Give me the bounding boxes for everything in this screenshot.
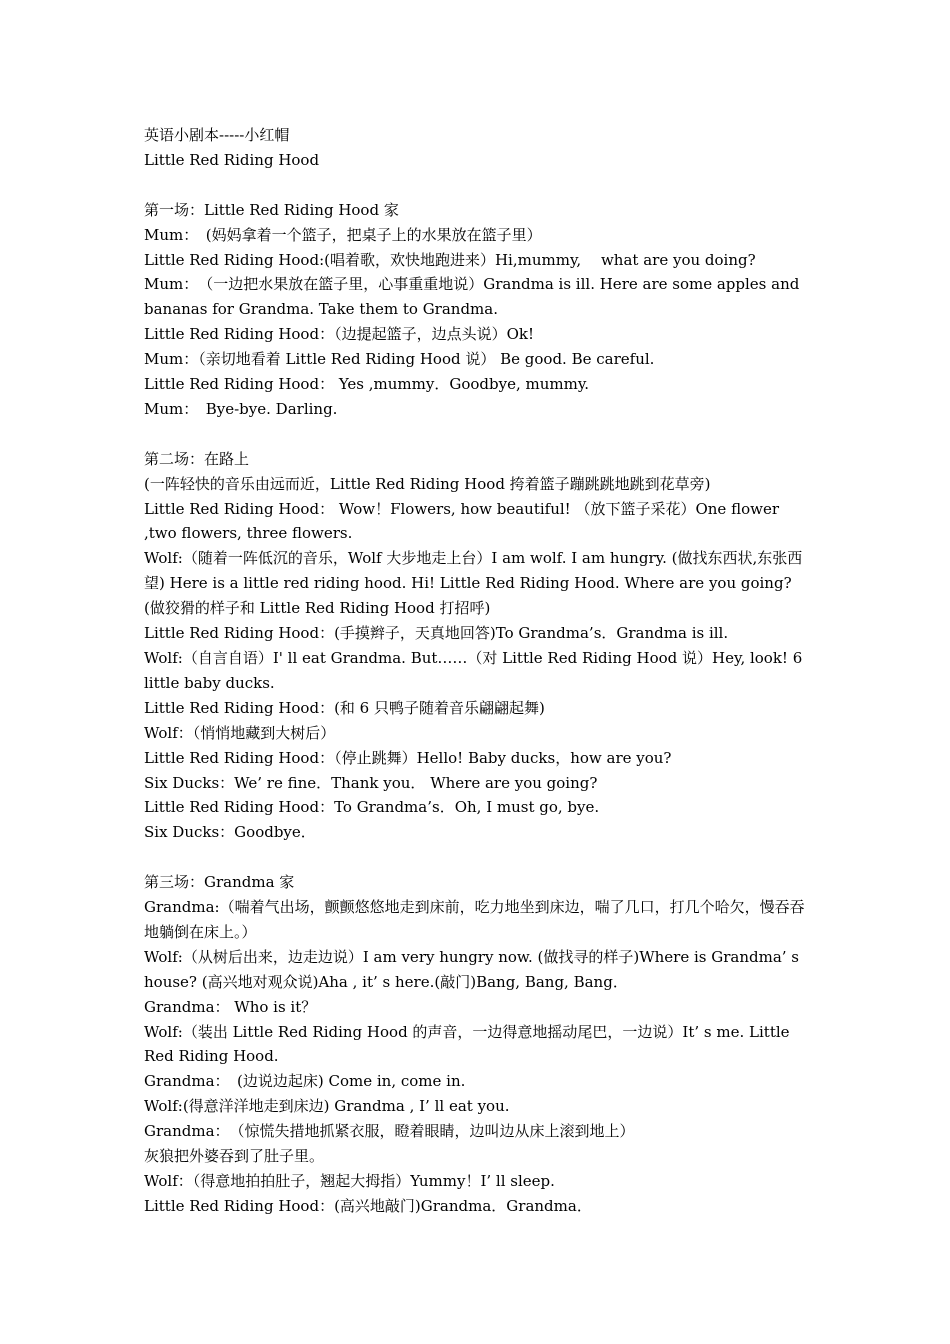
scene1-line: Little Red Riding Hood:(唱着歌，欢快地跑进来）Hi,mummy, what are you doing? bbox=[144, 250, 756, 269]
scene3-line: Wolf:(得意洋洋地走到床边) Grandma , I’ ll eat you. bbox=[144, 1097, 510, 1116]
scene2-line: Little Red Riding Hood：To Grandma’s．Oh, I must go, bye. bbox=[144, 798, 600, 817]
scene2-line: (一阵轻快的音乐由远而近，Little Red Riding Hood 挎着篮子蹦跳跳地跳到花草旁) bbox=[144, 474, 711, 493]
document-page bbox=[144, 123, 808, 1219]
blank-line bbox=[144, 422, 808, 447]
scene1-line: Mum： (妈妈拿着一个篮子，把桌子上的水果放在篮子里） bbox=[144, 225, 542, 244]
scene2-heading: 第二场：在路上 bbox=[144, 449, 250, 468]
scene3-line: Wolf:（装出 Little Red Riding Hood 的声音，一边得意地摇动尾巴，一边说）It’ s me. Little Red Riding Hood. bbox=[144, 1022, 790, 1066]
scene2-line: Little Red Riding Hood：（停止跳舞）Hello! Baby ducks，how are you? bbox=[144, 748, 672, 767]
blank-line bbox=[144, 173, 808, 198]
blank-line bbox=[144, 845, 808, 870]
scene1-line: Mum： Bye-bye. Darling. bbox=[144, 399, 338, 418]
scene1-line: Little Red Riding Hood： Yes ,mummy．Goodbye, mummy. bbox=[144, 375, 590, 394]
scene1-heading: 第一场：Little Red Riding Hood 家 bbox=[144, 200, 399, 219]
scene2-line: Six Ducks：We’ re fine．Thank you． Where are you going? bbox=[144, 773, 598, 792]
scene3-line: Grandma： (边说边起床) Come in, come in. bbox=[144, 1072, 466, 1091]
scene3-line: Wolf：（得意地拍拍肚子，翘起大拇指）Yummy！I’ ll sleep. bbox=[144, 1172, 555, 1191]
scene2-line: Little Red Riding Hood：(手摸辫子，天真地回答)To Grandma’s．Grandma is ill. bbox=[144, 624, 729, 643]
scene1-line: Mum： （一边把水果放在篮子里，心事重重地说）Grandma is ill. Here are some apples and bananas for Grandma. Take them to Grandma. bbox=[144, 275, 800, 319]
scene2-line: Little Red Riding Hood：(和 6 只鸭子随着音乐翩翩起舞) bbox=[144, 698, 545, 717]
scene1-line: Mum：（亲切地看着 Little Red Riding Hood 说） Be good. Be careful. bbox=[144, 350, 655, 369]
scene3-line: Grandma:（喘着气出场，颤颤悠悠地走到床前，吃力地坐到床边，喘了几口，打几个哈欠，慢吞吞地躺倒在床上。） bbox=[144, 898, 805, 941]
scene3-line: Little Red Riding Hood：(高兴地敲门)Grandma．Grandma． bbox=[144, 1196, 592, 1215]
scene3-line: 灰狼把外婆吞到了肚子里。 bbox=[144, 1147, 325, 1166]
scene1-line: Little Red Riding Hood：（边提起篮子，边点头说）Ok! bbox=[144, 325, 534, 344]
scene3-line: Wolf:（从树后出来，边走边说）I am very hungry now. (做找寻的样子)Where is Grandma’ s house? (高兴地对观众说)Aha , it’ s here.(敲门)Bang, Bang, Bang． bbox=[144, 947, 800, 991]
scene2-line: Wolf:（自言自语）I' ll eat Grandma. But……（对 Little Red Riding Hood 说）Hey, look! 6 little baby ducks. bbox=[144, 649, 803, 692]
title-chinese: 英语小剧本-----小红帽 bbox=[144, 126, 290, 144]
title-english: Little Red Riding Hood bbox=[144, 150, 320, 169]
scene2-line: Wolf:（随着一阵低沉的音乐，Wolf 大步地走上台）I am wolf. I am hungry. (做找东西状,东张西望) Here is a little red riding hood. Hi! Little Red Riding Hood. Where are you going? (做狡猾的样子和 Little Red Riding Hood 打招呼) bbox=[144, 549, 803, 618]
scene2-line: Little Red Riding Hood： Wow！Flowers, how beautiful! （放下篮子采花）One flower ,two flowers, three flowers. bbox=[144, 499, 779, 543]
scene3-line: Grandma： Who is it？ bbox=[144, 997, 317, 1016]
scene3-heading: 第三场：Grandma 家 bbox=[144, 873, 295, 892]
scene3-line: Grandma： （惊慌失措地抓紧衣服，瞪着眼睛，边叫边从床上滚到地上） bbox=[144, 1122, 635, 1141]
scene2-line: Wolf：（悄悄地藏到大树后） bbox=[144, 723, 336, 742]
scene2-line: Six Ducks：Goodbye． bbox=[144, 823, 316, 842]
